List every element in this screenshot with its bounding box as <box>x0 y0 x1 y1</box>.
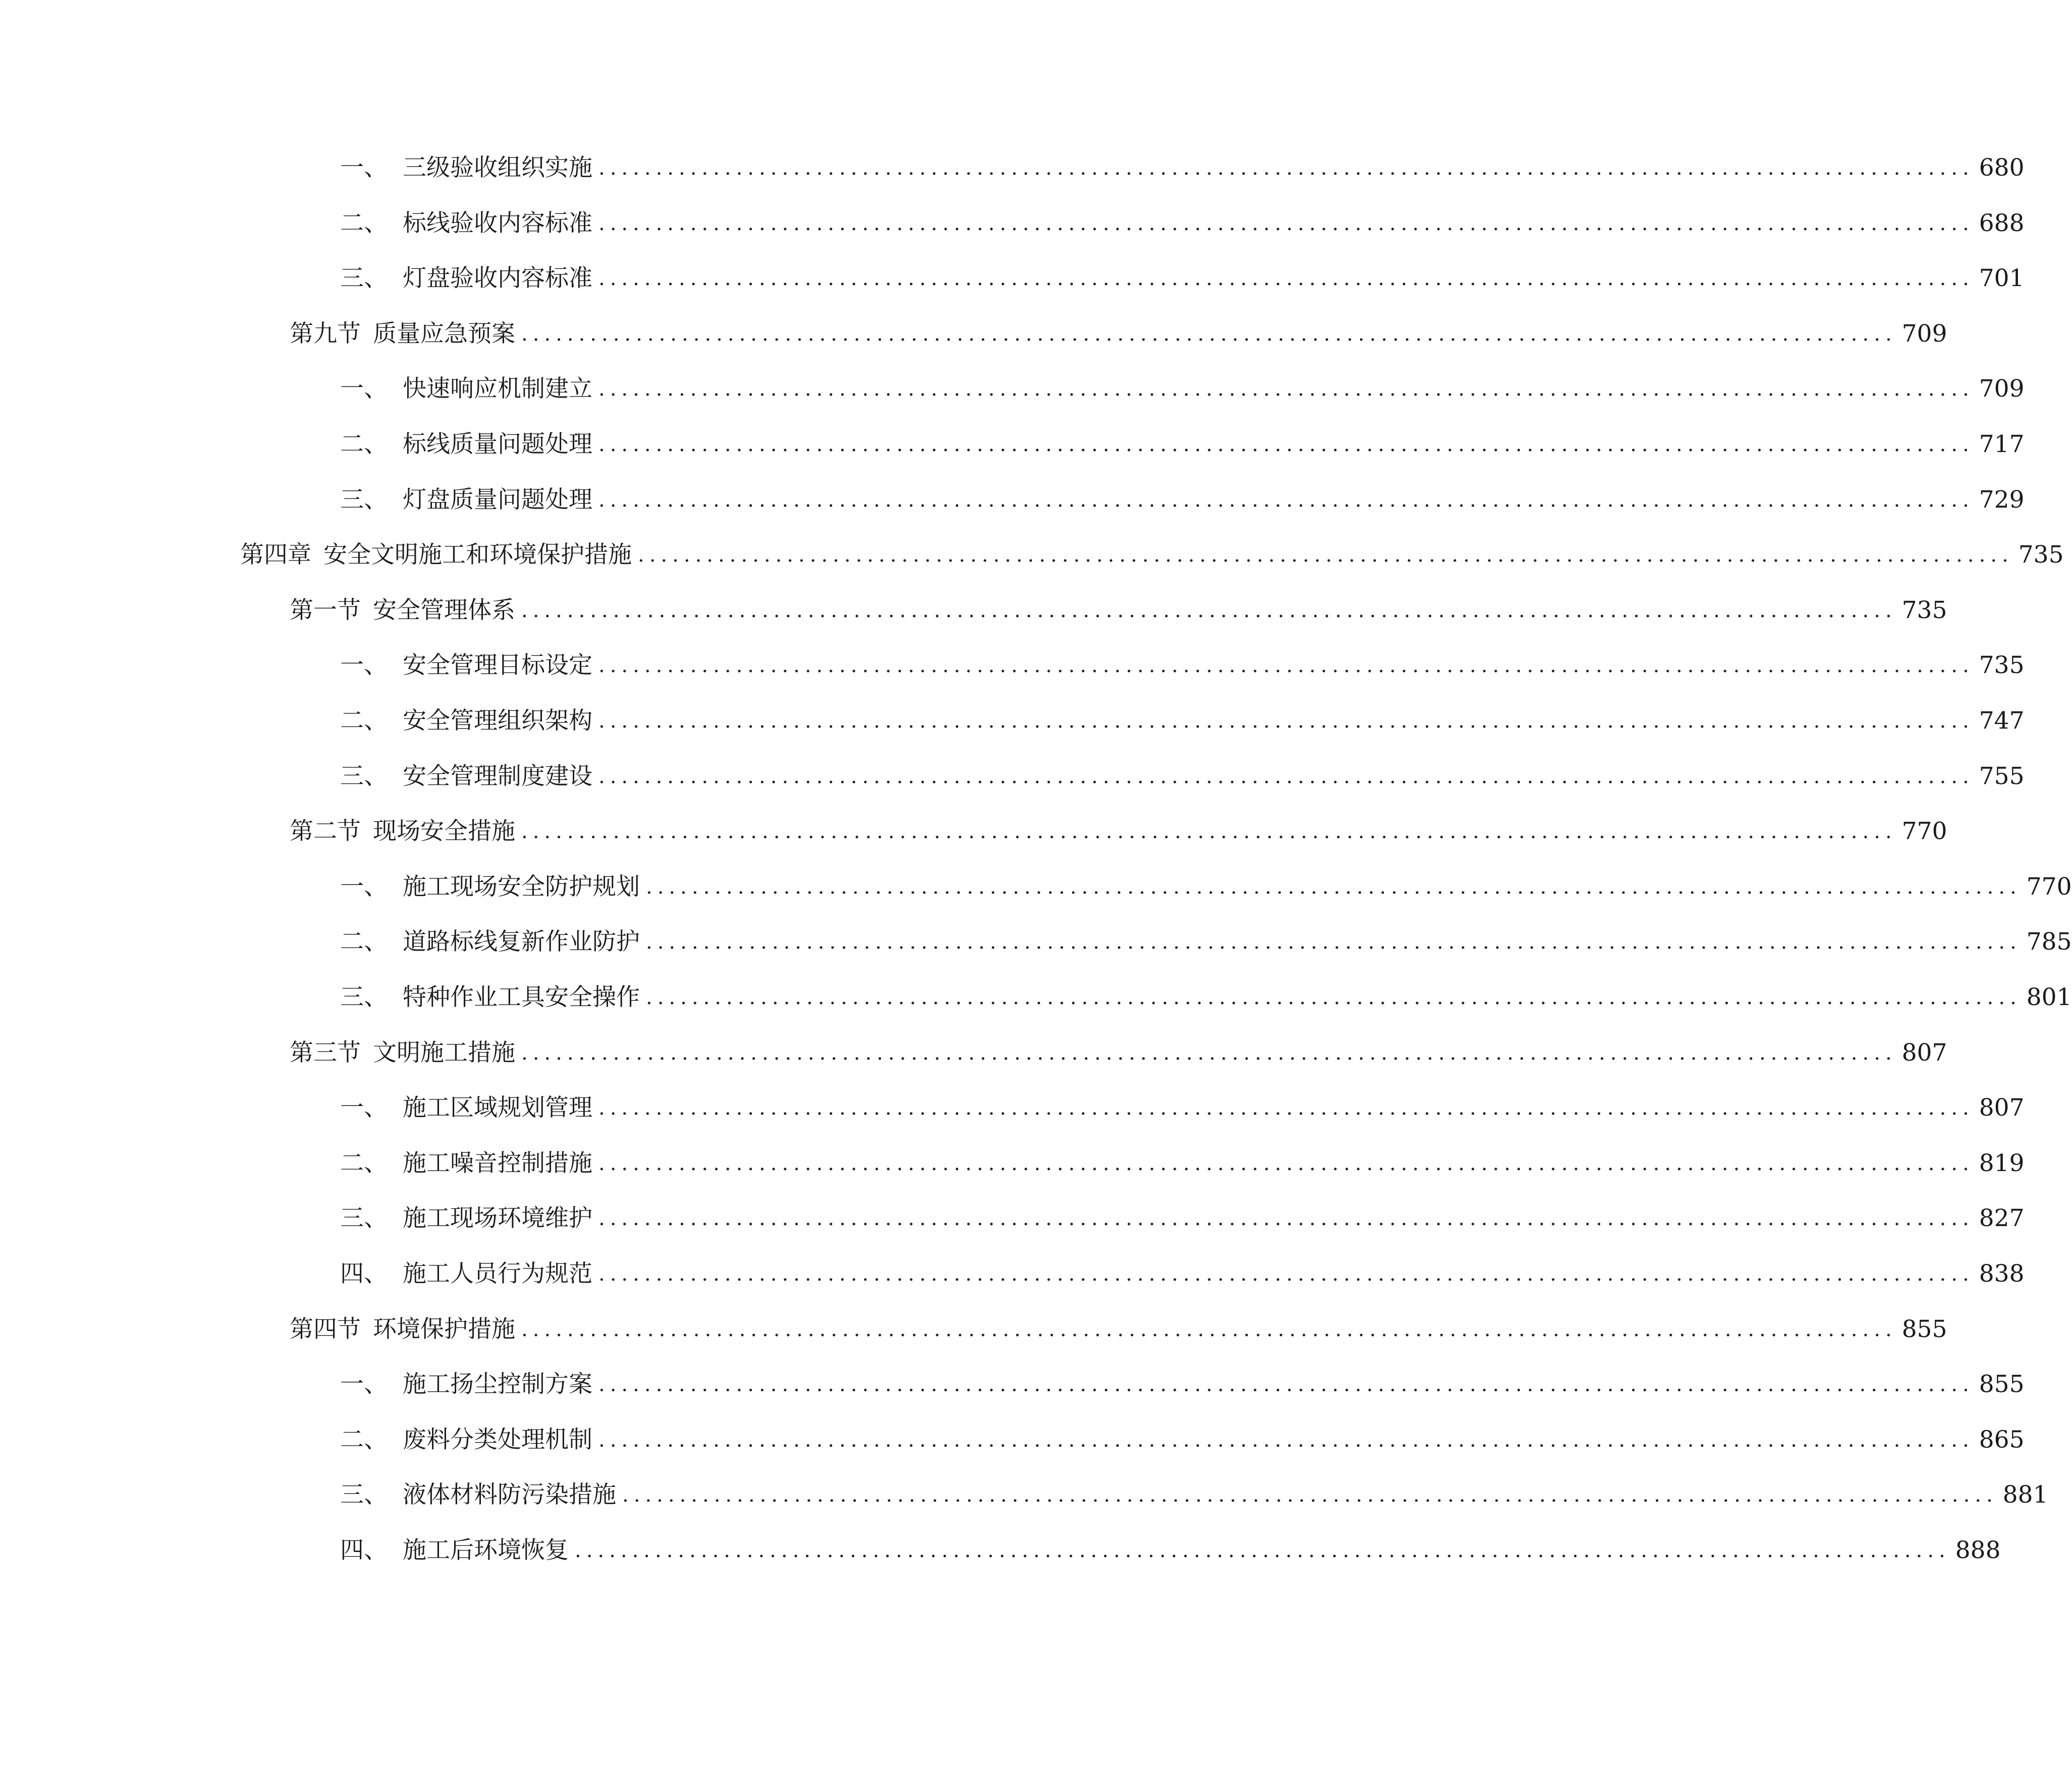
toc-entry-title: 道路标线复新作业防护 <box>403 928 640 956</box>
toc-dot-leader: ........................................................................................................................ <box>598 1096 1974 1120</box>
toc-entry[interactable] <box>290 590 1947 631</box>
toc-dot-leader: ........................................................................................................................ <box>598 433 1974 456</box>
toc-entry-page: 747 <box>1979 707 2025 735</box>
toc-dot-leader: ........................................................................................................................ <box>521 1318 1897 1341</box>
toc-entry-title: 文明施工措施 <box>373 1039 515 1067</box>
toc-dot-leader: ........................................................................................................................ <box>646 986 2022 1009</box>
toc-entry-title: 安全文明施工和环境保护措施 <box>323 541 632 569</box>
toc-entry-title: 施工区域规划管理 <box>403 1094 592 1122</box>
toc-entry-page: 735 <box>2018 541 2064 569</box>
toc-dot-leader: ........................................................................................................................ <box>521 322 1897 346</box>
toc-entry-page: 735 <box>1901 596 1947 624</box>
toc-entry-page: 888 <box>1955 1536 2001 1564</box>
toc-dot-leader: ........................................................................................................................ <box>598 267 1974 290</box>
toc-entry-page: 807 <box>1901 1039 1947 1067</box>
toc-dot-leader: ........................................................................................................................ <box>598 1207 1974 1230</box>
toc-entry-page: 770 <box>1901 817 1947 845</box>
toc-dot-leader: ........................................................................................................................ <box>598 488 1974 512</box>
toc-entry-page: 709 <box>1979 375 2025 403</box>
toc-dot-leader: ........................................................................................................................ <box>598 1262 1974 1286</box>
toc-entry-title: 安全管理目标设定 <box>403 651 592 679</box>
toc-dot-leader: ........................................................................................................................ <box>598 212 1974 235</box>
toc-entry-number: 二、 <box>340 707 388 735</box>
toc-entry-title: 安全管理制度建设 <box>403 762 592 790</box>
toc-entry-page: 717 <box>1979 430 2025 458</box>
toc-entry-title: 施工人员行为规范 <box>403 1260 592 1288</box>
toc-entry-title: 施工现场环境维护 <box>403 1204 592 1232</box>
toc-entry-number: 二、 <box>340 1149 388 1177</box>
toc-entry-page: 729 <box>1979 486 2025 514</box>
toc-entry[interactable] <box>340 1143 2025 1184</box>
toc-entry-number: 二、 <box>340 1426 388 1454</box>
toc-entry-page: 827 <box>1979 1204 2025 1232</box>
toc-entry-title: 现场安全措施 <box>373 817 515 845</box>
toc-entry[interactable] <box>340 977 2072 1018</box>
toc-entry-title: 安全管理组织架构 <box>403 707 592 735</box>
toc-entry-title: 施工扬尘控制方案 <box>403 1370 592 1398</box>
toc-entry-page: 680 <box>1979 154 2025 182</box>
toc-entry-page: 701 <box>1979 264 2025 292</box>
toc-entry-page: 838 <box>1979 1260 2025 1288</box>
toc-entry[interactable] <box>340 480 2025 520</box>
toc-entry[interactable] <box>340 1420 2025 1460</box>
toc-entry-page: 819 <box>1979 1149 2025 1177</box>
toc-entry[interactable] <box>340 756 2025 797</box>
toc-entry-number: 第二节 <box>290 817 361 845</box>
toc-entry-title: 三级验收组织实施 <box>403 154 592 182</box>
toc-entry-page: 881 <box>2002 1481 2048 1509</box>
toc-entry-title: 标线验收内容标准 <box>403 209 592 237</box>
toc-entry[interactable] <box>240 535 2064 575</box>
toc-entry-title: 施工现场安全防护规划 <box>403 873 640 901</box>
toc-dot-leader: ........................................................................................................................ <box>646 930 2022 954</box>
toc-entry[interactable] <box>290 1309 1947 1350</box>
toc-entry-page: 770 <box>2026 873 2072 901</box>
toc-entry-page: 801 <box>2026 983 2072 1011</box>
toc-entry-number: 二、 <box>340 928 388 956</box>
toc-entry-title: 灯盘质量问题处理 <box>403 486 592 514</box>
toc-entry-number: 三、 <box>340 983 388 1011</box>
toc-entry-number: 四、 <box>340 1260 388 1288</box>
toc-entry-title: 快速响应机制建立 <box>403 375 592 403</box>
toc-dot-leader: ........................................................................................................................ <box>521 1041 1897 1065</box>
toc-entry-number: 一、 <box>340 1094 388 1122</box>
toc-entry-number: 一、 <box>340 651 388 679</box>
toc-entry-number: 第四节 <box>290 1315 361 1343</box>
toc-entry-number: 一、 <box>340 1370 388 1398</box>
toc-entry-title: 安全管理体系 <box>373 596 515 624</box>
toc-entry-title: 质量应急预案 <box>373 320 515 348</box>
toc-entry-page: 735 <box>1979 651 2025 679</box>
toc-entry-title: 施工噪音控制措施 <box>403 1149 592 1177</box>
toc-dot-leader: ........................................................................................................................ <box>622 1483 1998 1507</box>
toc-entry-number: 三、 <box>340 762 388 790</box>
toc-dot-leader: ........................................................................................................................ <box>575 1539 1950 1562</box>
toc-entry[interactable] <box>340 424 2025 465</box>
toc-entry-page: 709 <box>1901 320 1947 348</box>
toc-dot-leader: ........................................................................................................................ <box>598 377 1974 401</box>
toc-entry-title: 环境保护措施 <box>373 1315 515 1343</box>
toc-entry-number: 一、 <box>340 873 388 901</box>
toc-entry[interactable] <box>340 1530 2001 1571</box>
toc-dot-leader: ........................................................................................................................ <box>638 543 2013 567</box>
toc-entry-page: 785 <box>2026 928 2072 956</box>
toc-entry-title: 特种作业工具安全操作 <box>403 983 640 1011</box>
toc-entry[interactable] <box>340 1088 2025 1128</box>
toc-entry-number: 二、 <box>340 430 388 458</box>
toc-entry-number: 三、 <box>340 1481 388 1509</box>
toc-entry[interactable] <box>340 258 2025 299</box>
toc-entry[interactable] <box>290 1033 1947 1073</box>
toc-dot-leader: ........................................................................................................................ <box>598 654 1974 677</box>
toc-entry[interactable] <box>340 867 2072 907</box>
toc-entry-page: 688 <box>1979 209 2025 237</box>
toc-entry-number: 第四章 <box>240 541 311 569</box>
toc-dot-leader: ........................................................................................................................ <box>521 820 1897 843</box>
toc-entry-number: 第九节 <box>290 320 361 348</box>
toc-entry-title: 液体材料防污染措施 <box>403 1481 616 1509</box>
toc-dot-leader: ........................................................................................................................ <box>598 1373 1974 1396</box>
toc-entry-page: 755 <box>1979 762 2025 790</box>
toc-entry[interactable] <box>340 1475 2048 1515</box>
toc-entry[interactable] <box>340 369 2025 409</box>
toc-entry-title: 施工后环境恢复 <box>403 1536 569 1564</box>
toc-entry-number: 一、 <box>340 375 388 403</box>
toc-entry[interactable] <box>340 922 2072 962</box>
toc-entry[interactable] <box>340 1364 2025 1405</box>
toc-entry[interactable] <box>340 701 2025 741</box>
toc-entry-number: 二、 <box>340 209 388 237</box>
toc-entry-number: 四、 <box>340 1536 388 1564</box>
toc-entry[interactable] <box>340 645 2025 686</box>
toc-entry-number: 第三节 <box>290 1039 361 1067</box>
toc-entry[interactable] <box>290 811 1947 852</box>
toc-entry[interactable] <box>340 1198 2025 1239</box>
toc-entry-number: 三、 <box>340 486 388 514</box>
toc-entry-page: 855 <box>1979 1370 2025 1398</box>
toc-entry-number: 一、 <box>340 154 388 182</box>
toc-dot-leader: ........................................................................................................................ <box>598 765 1974 788</box>
toc-dot-leader: ........................................................................................................................ <box>598 709 1974 733</box>
toc-entry-number: 三、 <box>340 264 388 292</box>
toc-entry[interactable] <box>290 314 1947 354</box>
toc-dot-leader: ........................................................................................................................ <box>598 156 1974 180</box>
toc-entry-title: 标线质量问题处理 <box>403 430 592 458</box>
toc-dot-leader: ........................................................................................................................ <box>646 875 2022 899</box>
toc-entry-title: 灯盘验收内容标准 <box>403 264 592 292</box>
toc-entry[interactable] <box>340 203 2025 244</box>
toc-entry-number: 第一节 <box>290 596 361 624</box>
toc-dot-leader: ........................................................................................................................ <box>598 1152 1974 1175</box>
toc-dot-leader: ........................................................................................................................ <box>598 1428 1974 1452</box>
toc-entry-title: 废料分类处理机制 <box>403 1426 592 1454</box>
toc-entry[interactable] <box>340 1254 2025 1294</box>
toc-entry-page: 855 <box>1901 1315 1947 1343</box>
toc-entry-number: 三、 <box>340 1204 388 1232</box>
toc-dot-leader: ........................................................................................................................ <box>521 599 1897 622</box>
toc-entry-page: 807 <box>1979 1094 2025 1122</box>
toc-entry-page: 865 <box>1979 1426 2025 1454</box>
toc-entry[interactable] <box>340 148 2025 188</box>
